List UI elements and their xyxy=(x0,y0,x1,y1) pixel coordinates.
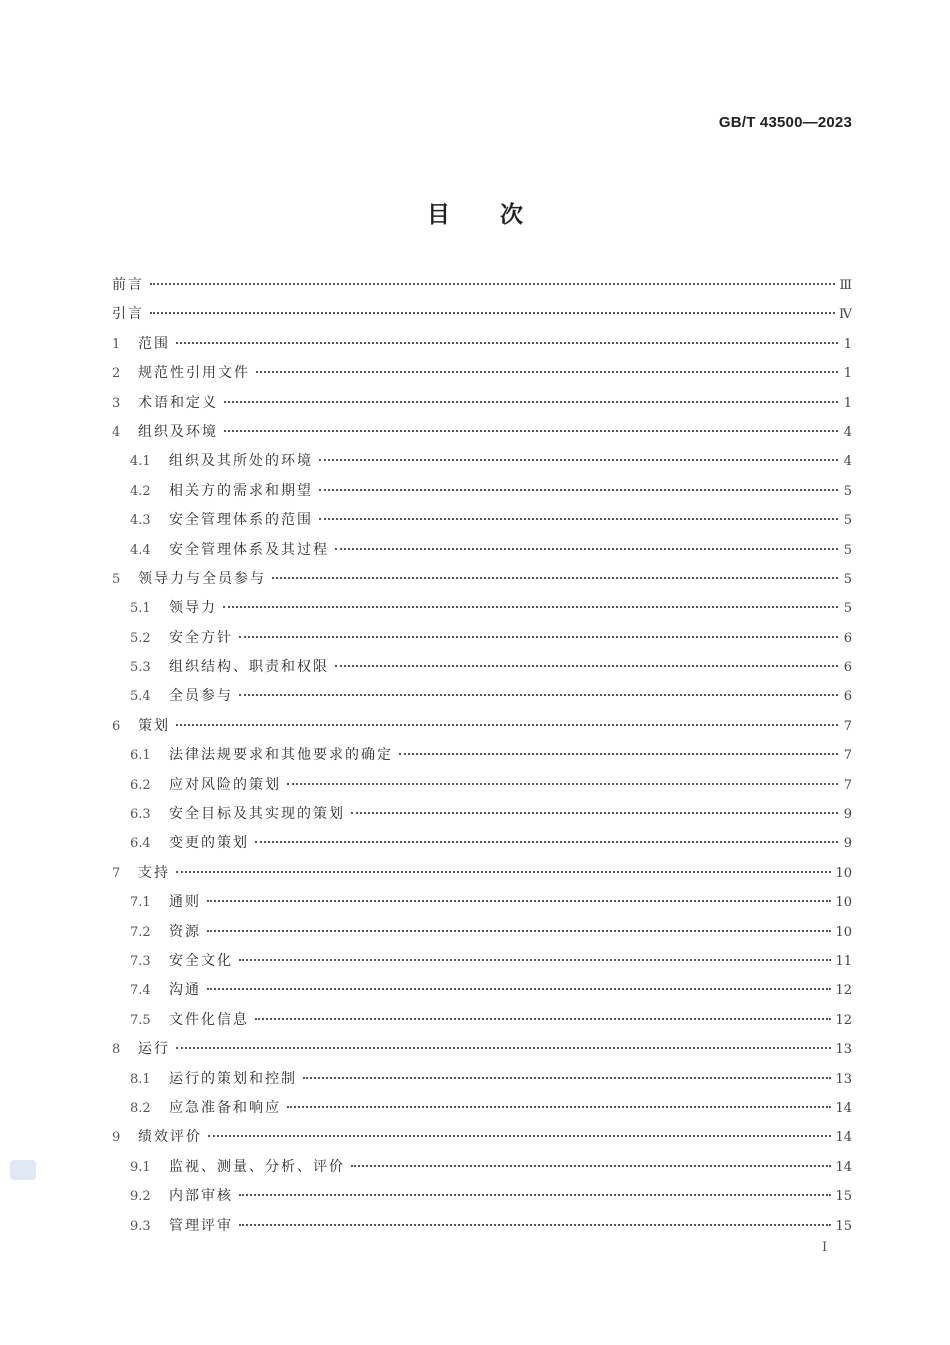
toc-entry[interactable] xyxy=(112,859,852,888)
toc-entry-page: 6 xyxy=(843,660,852,676)
toc-entry[interactable] xyxy=(112,506,852,535)
toc-entry[interactable] xyxy=(112,536,852,565)
toc-entry-title: 组织及其所处的环境 xyxy=(169,453,313,470)
toc-entry-title: 领导力与全员参与 xyxy=(138,570,266,587)
toc-entry-title: 管理评审 xyxy=(169,1217,233,1234)
toc-entry-number: 9.1 xyxy=(130,1159,151,1175)
toc-entry[interactable] xyxy=(112,741,852,770)
toc-leader-dots xyxy=(239,1224,831,1226)
toc-entry-title: 应对风险的策划 xyxy=(169,776,281,793)
toc-leader-dots xyxy=(208,1135,831,1137)
toc-leader-dots xyxy=(150,283,835,285)
toc-entry[interactable] xyxy=(112,1153,852,1182)
table-of-contents xyxy=(112,271,852,1241)
toc-leader-dots xyxy=(176,871,831,873)
toc-entry-title: 术语和定义 xyxy=(138,394,218,411)
toc-entry[interactable] xyxy=(112,771,852,800)
toc-entry-number: 6.3 xyxy=(130,807,151,823)
toc-entry-title: 引言 xyxy=(112,306,144,323)
toc-entry-title: 应急准备和响应 xyxy=(169,1099,281,1116)
toc-leader-dots xyxy=(351,1165,831,1167)
toc-entry[interactable] xyxy=(112,888,852,917)
toc-entry-page: Ⅲ xyxy=(839,278,852,293)
toc-leader-dots xyxy=(351,812,838,814)
toc-entry-page: 1 xyxy=(843,336,852,352)
toc-entry-number: 7.3 xyxy=(130,953,151,969)
toc-entry[interactable] xyxy=(112,1123,852,1152)
toc-entry-page: 15 xyxy=(835,1218,852,1234)
toc-entry-page: 6 xyxy=(843,630,852,646)
toc-entry-title: 变更的策划 xyxy=(169,835,249,852)
toc-entry-title: 法律法规要求和其他要求的确定 xyxy=(169,747,393,764)
toc-entry-number: 3 xyxy=(112,395,121,411)
toc-entry-page: 5 xyxy=(843,513,852,529)
toc-leader-dots xyxy=(303,1077,831,1079)
toc-leader-dots xyxy=(207,988,831,990)
toc-entry-number: 7.4 xyxy=(130,983,151,999)
toc-entry[interactable] xyxy=(112,359,852,388)
toc-entry[interactable] xyxy=(112,271,852,300)
toc-entry-number: 7 xyxy=(112,865,121,881)
toc-entry-page: 7 xyxy=(843,748,852,764)
toc-leader-dots xyxy=(335,665,838,667)
toc-entry-title: 前言 xyxy=(112,277,144,293)
toc-entry[interactable] xyxy=(112,653,852,682)
toc-entry[interactable] xyxy=(112,418,852,447)
toc-entry-number: 8.2 xyxy=(130,1100,151,1116)
toc-entry-number: 7.5 xyxy=(130,1012,151,1028)
toc-entry-number: 5.4 xyxy=(130,689,151,705)
side-logo-icon xyxy=(10,1160,36,1180)
toc-entry-page: 1 xyxy=(843,366,852,382)
toc-leader-dots xyxy=(272,577,838,579)
toc-entry-page: 7 xyxy=(843,718,852,734)
toc-entry-title: 运行 xyxy=(138,1041,170,1058)
toc-entry-title: 监视、测量、分析、评价 xyxy=(169,1158,345,1175)
toc-entry[interactable] xyxy=(112,918,852,947)
toc-entry-title: 相关方的需求和期望 xyxy=(169,482,313,499)
toc-entry-title: 组织结构、职责和权限 xyxy=(169,659,329,676)
toc-entry-page: 14 xyxy=(835,1159,852,1175)
toc-entry-title: 沟通 xyxy=(169,982,201,999)
toc-entry[interactable] xyxy=(112,1094,852,1123)
toc-leader-dots xyxy=(224,430,838,432)
toc-entry-page: 13 xyxy=(835,1042,852,1058)
toc-entry-number: 4 xyxy=(112,424,121,440)
toc-entry-page: 12 xyxy=(835,1012,852,1028)
toc-entry-title: 安全管理体系及其过程 xyxy=(169,541,329,558)
toc-entry[interactable] xyxy=(112,300,852,329)
toc-leader-dots xyxy=(239,1194,831,1196)
toc-entry-number: 4.1 xyxy=(130,454,151,470)
toc-entry-number: 5.3 xyxy=(130,660,151,676)
toc-entry-title: 全员参与 xyxy=(169,688,233,705)
toc-entry-title: 绩效评价 xyxy=(138,1129,202,1146)
toc-entry-title: 安全目标及其实现的策划 xyxy=(169,806,345,823)
toc-leader-dots xyxy=(150,312,835,314)
page-number: I xyxy=(822,1240,828,1255)
toc-title: 目次 xyxy=(427,202,573,228)
toc-entry[interactable] xyxy=(112,829,852,858)
toc-entry-page: 10 xyxy=(835,895,852,911)
toc-leader-dots xyxy=(176,342,838,344)
toc-entry-page: 4 xyxy=(843,424,852,440)
toc-entry[interactable] xyxy=(112,1212,852,1241)
toc-leader-dots xyxy=(207,930,831,932)
toc-entry-title: 规范性引用文件 xyxy=(138,365,250,382)
toc-entry-page: 14 xyxy=(835,1100,852,1116)
toc-entry-title: 组织及环境 xyxy=(138,423,218,440)
toc-entry[interactable] xyxy=(112,1006,852,1035)
toc-leader-dots xyxy=(224,401,838,403)
toc-leader-dots xyxy=(176,724,838,726)
toc-entry-number: 5.1 xyxy=(130,601,151,617)
toc-entry-page: 14 xyxy=(835,1130,852,1146)
toc-entry[interactable] xyxy=(112,712,852,741)
toc-leader-dots xyxy=(255,1018,831,1020)
toc-entry-title: 支持 xyxy=(138,864,170,881)
toc-entry-title: 安全管理体系的范围 xyxy=(169,512,313,529)
toc-entry-number: 6 xyxy=(112,718,121,734)
toc-leader-dots xyxy=(287,1106,831,1108)
toc-entry-title: 领导力 xyxy=(169,600,217,617)
toc-entry-number: 5.2 xyxy=(130,630,151,646)
toc-entry[interactable] xyxy=(112,447,852,476)
toc-entry-page: 1 xyxy=(843,395,852,411)
toc-entry-page: 12 xyxy=(835,983,852,999)
toc-leader-dots xyxy=(319,459,838,461)
toc-entry-title: 范围 xyxy=(138,335,170,352)
toc-entry-page: 11 xyxy=(835,953,852,969)
toc-entry[interactable] xyxy=(112,1035,852,1064)
toc-entry-page: 9 xyxy=(843,807,852,823)
toc-entry-page: 5 xyxy=(843,542,852,558)
toc-entry-page: 5 xyxy=(843,601,852,617)
toc-entry-title: 文件化信息 xyxy=(169,1011,249,1028)
toc-entry-page: 9 xyxy=(843,836,852,852)
toc-entry[interactable] xyxy=(112,477,852,506)
toc-entry-page: 5 xyxy=(843,483,852,499)
toc-entry-number: 6.4 xyxy=(130,836,151,852)
toc-leader-dots xyxy=(223,606,838,608)
toc-entry[interactable] xyxy=(112,565,852,594)
toc-leader-dots xyxy=(239,694,838,696)
toc-entry[interactable] xyxy=(112,594,852,623)
standard-number: GB/T 43500—2023 xyxy=(718,114,852,131)
toc-leader-dots xyxy=(287,783,838,785)
toc-leader-dots xyxy=(319,518,838,520)
toc-leader-dots xyxy=(207,900,831,902)
toc-entry-page: 5 xyxy=(843,571,852,587)
toc-entry-number: 9.3 xyxy=(130,1218,151,1234)
toc-entry[interactable] xyxy=(112,624,852,653)
toc-entry-number: 5 xyxy=(112,571,121,587)
toc-leader-dots xyxy=(239,959,831,961)
toc-leader-dots xyxy=(256,371,838,373)
toc-entry-page: Ⅳ xyxy=(839,307,852,323)
toc-entry[interactable] xyxy=(112,389,852,418)
toc-entry-title: 策划 xyxy=(138,717,170,734)
toc-leader-dots xyxy=(239,636,838,638)
toc-entry-title: 内部审核 xyxy=(169,1188,233,1205)
toc-entry-title: 安全文化 xyxy=(169,952,233,969)
toc-entry-number: 1 xyxy=(112,336,121,352)
toc-leader-dots xyxy=(319,489,838,491)
toc-entry[interactable] xyxy=(112,1065,852,1094)
toc-entry-page: 13 xyxy=(835,1071,852,1087)
toc-entry-title: 资源 xyxy=(169,923,201,940)
toc-entry-number: 6.2 xyxy=(130,777,151,793)
toc-entry-page: 15 xyxy=(835,1189,852,1205)
toc-entry-page: 10 xyxy=(835,865,852,881)
toc-entry-number: 4.4 xyxy=(130,542,151,558)
toc-entry[interactable] xyxy=(112,330,852,359)
toc-entry[interactable] xyxy=(112,976,852,1005)
toc-entry-title: 通则 xyxy=(169,894,201,911)
toc-entry-number: 8.1 xyxy=(130,1071,151,1087)
toc-entry-page: 6 xyxy=(843,689,852,705)
toc-entry-number: 4.3 xyxy=(130,513,151,529)
toc-entry-number: 7.1 xyxy=(130,895,151,911)
toc-entry-number: 9 xyxy=(112,1130,121,1146)
toc-entry-page: 7 xyxy=(843,777,852,793)
toc-entry[interactable] xyxy=(112,800,852,829)
toc-entry-page: 10 xyxy=(835,924,852,940)
toc-entry[interactable] xyxy=(112,682,852,711)
toc-entry-title: 安全方针 xyxy=(169,629,233,646)
toc-leader-dots xyxy=(399,753,838,755)
toc-entry-number: 4.2 xyxy=(130,483,151,499)
toc-leader-dots xyxy=(335,548,838,550)
toc-entry-number: 9.2 xyxy=(130,1189,151,1205)
toc-leader-dots xyxy=(176,1047,831,1049)
toc-leader-dots xyxy=(255,841,838,843)
toc-entry-number: 6.1 xyxy=(130,748,151,764)
toc-entry-page: 4 xyxy=(843,454,852,470)
toc-entry[interactable] xyxy=(112,947,852,976)
toc-entry-title: 运行的策划和控制 xyxy=(169,1070,297,1087)
toc-entry-number: 8 xyxy=(112,1042,121,1058)
toc-entry-number: 7.2 xyxy=(130,924,151,940)
toc-entry[interactable] xyxy=(112,1182,852,1211)
toc-entry-number: 2 xyxy=(112,366,121,382)
